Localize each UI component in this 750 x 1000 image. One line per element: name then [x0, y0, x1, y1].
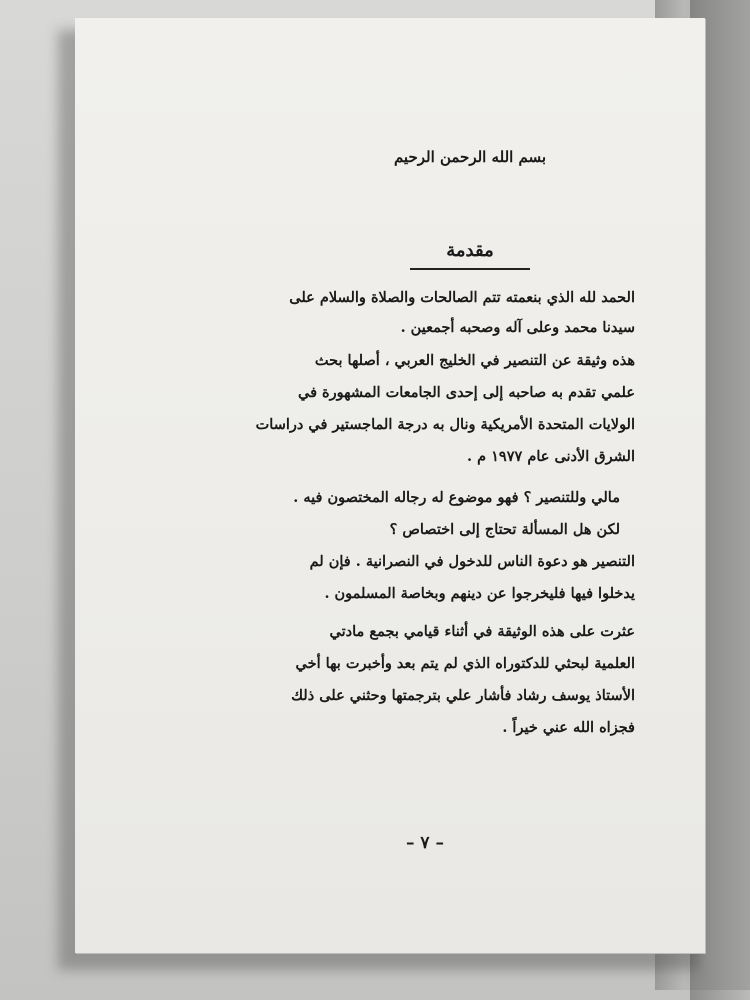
page-number: – ٧ –: [406, 833, 444, 853]
text-line-7: مالي وللتنصير ؟ فهو موضوع له رجاله المختصون فيه .: [293, 489, 620, 506]
text-line-1: الحمد لله الذي بنعمته تتم الصالحات والصلاة والسلام على: [289, 289, 635, 306]
text-line-14: فجزاه الله عني خيراً .: [502, 719, 635, 736]
text-line-8: لكن هل المسألة تحتاج إلى اختصاص ؟: [389, 521, 620, 538]
heading-underline: [410, 268, 530, 270]
basmala: بسم الله الرحمن الرحيم: [393, 148, 547, 166]
text-line-3: هذه وثيقة عن التنصير في الخليج العربي ، أصلها بحث: [314, 352, 635, 369]
page-heading: مقدمة: [446, 240, 494, 261]
text-line-6: الشرق الأدنى عام ١٩٧٧ م .: [467, 448, 635, 465]
text-line-2: سيدنا محمد وعلى آله وصحبه أجمعين .: [400, 319, 635, 336]
text-line-11: عثرت على هذه الوثيقة في أثناء قيامي بجمع مادتي: [329, 623, 635, 640]
text-line-5: الولايات المتحدة الأمريكية ونال به درجة الماجستير في دراسات: [255, 416, 635, 433]
text-line-9: التنصير هو دعوة الناس للدخول في النصرانية . فإن لم: [309, 553, 635, 570]
text-line-12: العلمية لبحثي للدكتوراه الذي لم يتم بعد وأخبرت بها أخي: [295, 655, 635, 672]
text-line-13: الأستاذ يوسف رشاد فأشار علي بترجمتها وحثني على ذلك: [291, 687, 635, 704]
book-page: [75, 18, 705, 953]
text-line-10: يدخلوا فيها فليخرجوا عن دينهم وبخاصة المسلمون .: [324, 585, 635, 602]
text-line-4: علمي تقدم به صاحبه إلى إحدى الجامعات المشهورة في: [297, 384, 635, 401]
